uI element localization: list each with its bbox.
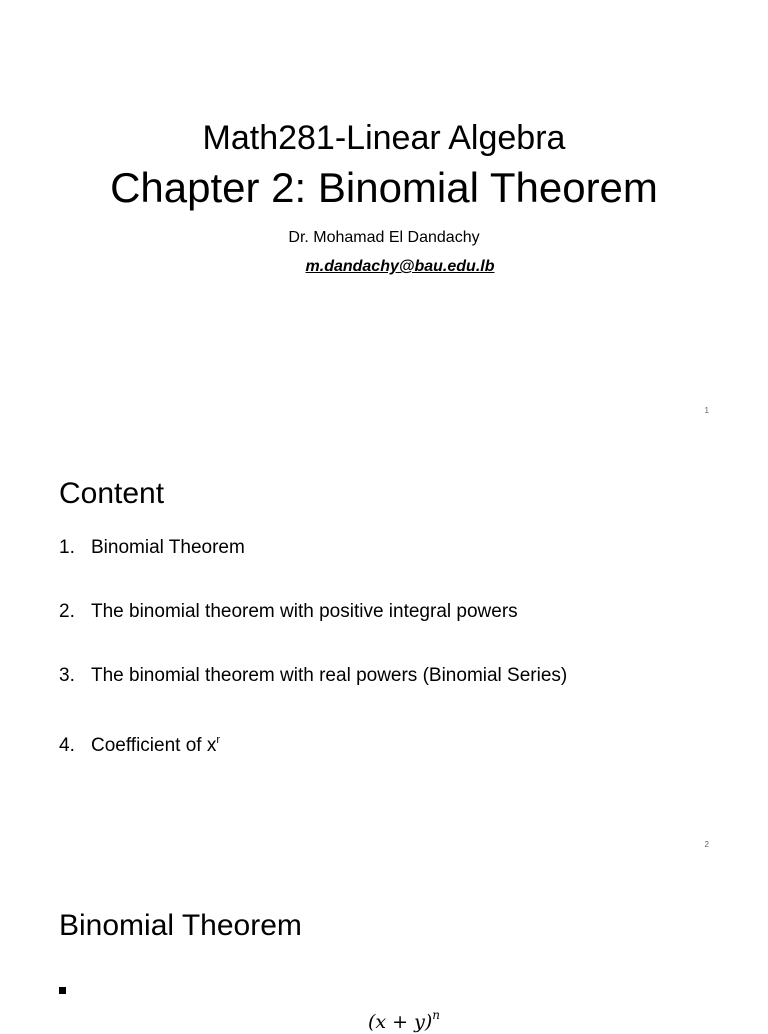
author-name: Dr. Mohamad El Dandachy: [288, 229, 480, 246]
item-text: The binomial theorem with real powers (Binomial Series): [91, 665, 568, 686]
page-number: 1: [704, 406, 709, 415]
list-item: [59, 600, 567, 664]
formula-exponent: n: [432, 1008, 441, 1022]
item-number: 2.: [59, 601, 75, 622]
formula-base: (x + y): [368, 1011, 433, 1033]
superscript-r: r: [216, 734, 220, 746]
item-text: Binomial Theorem: [91, 537, 245, 558]
item-text: The binomial theorem with positive integral powers: [91, 601, 518, 622]
content-list: [59, 536, 567, 792]
content-slide: [0, 433, 768, 866]
item-number: 3.: [59, 665, 75, 686]
item-number: 4.: [59, 735, 75, 756]
item-text-wrap: [91, 735, 220, 756]
item-text: Coefficient of x: [91, 735, 217, 756]
section-heading: Binomial Theorem: [59, 909, 302, 942]
title-slide: [0, 0, 768, 433]
binomial-formula: [368, 1003, 440, 1034]
binomial-slide: [0, 866, 768, 1033]
list-item: [59, 664, 567, 728]
item-number: 1.: [59, 537, 75, 558]
list-item: [59, 728, 567, 792]
course-title: Math281-Linear Algebra: [202, 119, 566, 157]
page-number: 2: [704, 840, 709, 849]
chapter-title: Chapter 2: Binomial Theorem: [110, 164, 658, 211]
bullet-icon: [59, 987, 66, 994]
list-item: [59, 536, 567, 600]
section-heading: Content: [59, 477, 165, 510]
email-link[interactable]: m.dandachy@bau.edu.lb: [305, 258, 495, 275]
